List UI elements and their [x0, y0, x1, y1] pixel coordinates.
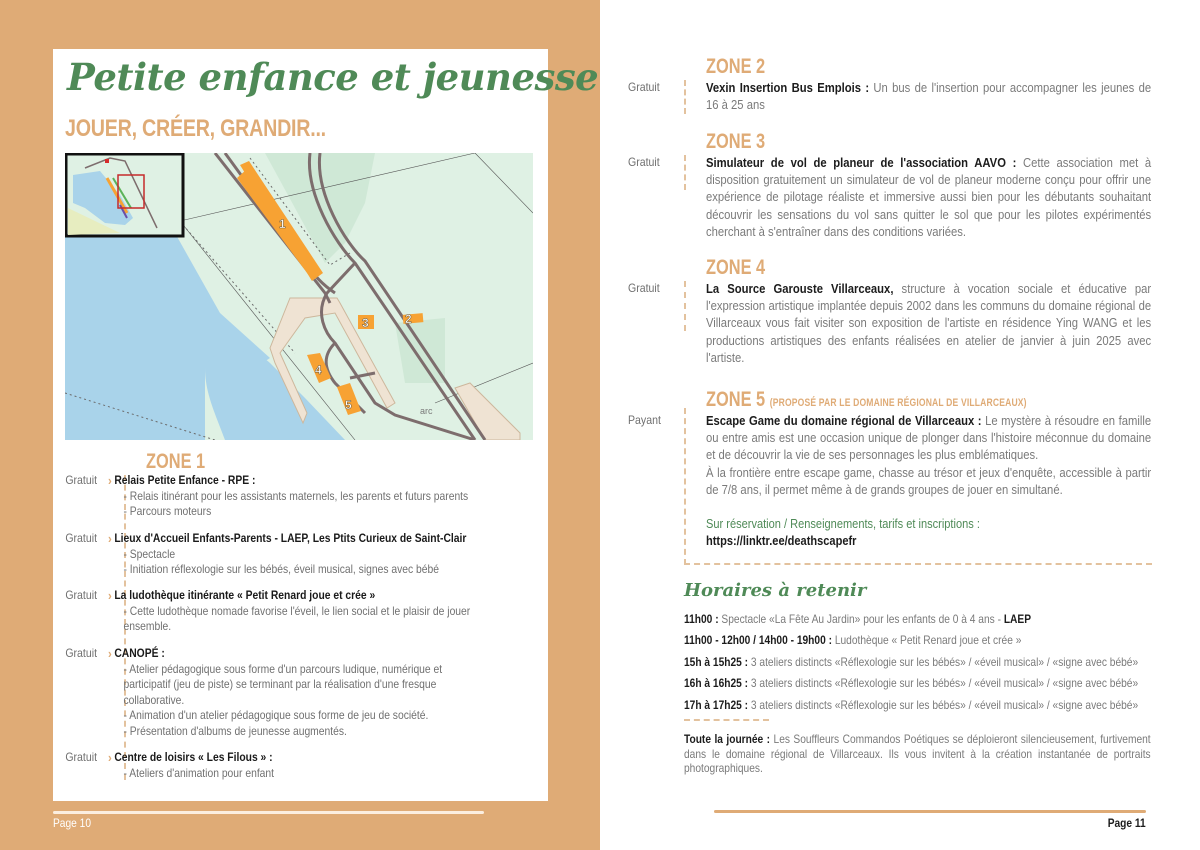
zone-2-title: ZONE 2: [706, 55, 766, 78]
zone-2-name: Vexin Insertion Bus Emplois :: [706, 80, 870, 95]
activity-detail: - Présentation d'albums de jeunesse augmentés.: [123, 723, 347, 738]
zone-4-description: [706, 280, 1151, 366]
activity-title: Relais Petite Enfance - RPE :: [114, 473, 256, 487]
page-title: Petite enfance et jeunesse: [67, 55, 599, 99]
zone-5-text-2: À la frontière entre escape game, chasse au trésor et jeux d'enquête, accessible à partir de 7/8 ans, il permet même à de grands groupes de jouer en simultané.: [706, 464, 1152, 497]
page-number: Page 11: [1108, 816, 1146, 830]
dashed-divider: [684, 281, 686, 331]
hours-time: 16h à 16h25 :: [684, 676, 749, 691]
left-page-card: [53, 49, 599, 801]
activity-detail: - Parcours moteurs: [123, 504, 212, 518]
overview-inset: [66, 154, 183, 236]
activity-price: Gratuit: [65, 473, 98, 487]
zone-3-text: Cette association met à disposition gratuitement un simulateur de vol de planeur moderne conçu pour offrir une expérience de pilotage réaliste et immersive aussi bien pour les débutants souhaitant découvrir les sensations du vol sans quitter le sol que pour les pilotes expérimentés cherchant à s'entraîner dans des conditions variées.: [706, 155, 1152, 239]
hours-row: [684, 609, 1109, 630]
footer-rule: [714, 810, 1146, 813]
page-number: Page 10: [53, 816, 92, 830]
zone-marker-1: 1: [279, 217, 286, 231]
hours-time: 11h00 :: [684, 612, 719, 626]
zone-5-text: Le mystère à résoudre en famille ou entre amis est une occasion unique de plonger dans l'histoire méconnue du domaine et de découvrir la vie de ses personnages les plus emblématiques.: [706, 413, 1152, 463]
activity-item: [53, 646, 548, 750]
zone-2-text: Un bus de l'insertion pour accompagner les jeunes de 16 à 25 ans: [706, 80, 1152, 113]
footer-rule: [53, 811, 484, 814]
chevron-right-icon: ›: [108, 531, 112, 546]
hours-row: [684, 695, 1139, 716]
zone-2-price: Gratuit: [628, 80, 660, 94]
activity-detail: - Cette ludothèque nomade favorise l'éveil, le lien social et le plaisir de jouer ensemble.: [123, 603, 471, 633]
page-subtitle: JOUER, CRÉER, GRANDIR...: [65, 115, 326, 142]
zone-4-name: La Source Garouste Villarceaux,: [706, 281, 894, 296]
hours-row: [684, 673, 1139, 694]
zone-4-price: Gratuit: [628, 281, 660, 295]
activity-detail: - Atelier pédagogique sous forme d'un parcours ludique, numérique et participatif (jeu de piste) se terminant par la réalisation d'une fresque collaborative.: [123, 661, 443, 707]
zone-marker-4: 4: [315, 363, 322, 377]
right-page: [600, 0, 1200, 850]
zone-marker-5: 5: [345, 398, 352, 412]
zone-marker-3: 3: [362, 316, 369, 330]
activity-detail: - Spectacle: [123, 546, 176, 561]
dashed-divider: [684, 80, 686, 114]
activity-price: Gratuit: [65, 531, 98, 545]
hours-time: 15h à 15h25 :: [684, 654, 749, 669]
zone-5-title-text: ZONE 5: [706, 388, 766, 411]
hours-row: [684, 652, 1139, 673]
all-day-label: Toute la journée :: [684, 732, 771, 746]
activity-price: Gratuit: [65, 750, 98, 764]
chevron-right-icon: ›: [108, 588, 112, 603]
zone-1-title: ZONE 1: [146, 450, 206, 473]
map-place-label: arc: [420, 406, 433, 416]
activity-title: Centre de loisirs « Les Filous » :: [114, 750, 273, 764]
reservation-label: Sur réservation / Renseignements, tarifs et inscriptions :: [706, 516, 980, 531]
reservation-link[interactable]: https://linktr.ee/deathscapefr: [706, 533, 857, 548]
hours-title: Horaires à retenir: [684, 580, 867, 601]
zone-5-price: Payant: [628, 413, 661, 427]
all-day-note: [684, 732, 1151, 776]
activity-item: [53, 750, 548, 784]
all-day-text: Les Souffleurs Commandos Poétiques se déploieront silencieusement, furtivement dans le domaine régional de Villarceaux. Ils vous invitent à la création instantanée de portraits photographiques.: [684, 732, 1151, 775]
activity-item: [53, 473, 548, 531]
activity-title: CANOPÉ :: [114, 646, 165, 660]
hours-time: 17h à 17h25 :: [684, 697, 749, 712]
hours-text: Ludothèque « Petit Renard joue et crée »: [831, 633, 1022, 648]
hours-text: 3 ateliers distincts «Réflexologie sur les bébés» / «éveil musical» / «signe avec bébé»: [748, 654, 1139, 669]
zone-4-title: ZONE 4: [706, 256, 766, 279]
activity-item: [53, 588, 548, 646]
zone-3-name: Simulateur de vol de planeur de l'association AAVO :: [706, 155, 1017, 170]
zone-3-title: ZONE 3: [706, 130, 766, 153]
zone-3-price: Gratuit: [628, 155, 660, 169]
hours-text: 3 ateliers distincts «Réflexologie sur les bébés» / «éveil musical» / «signe avec bébé»: [748, 676, 1139, 691]
zone-1-activities: [53, 473, 548, 784]
zone-3-description: [706, 154, 1151, 240]
activity-title: Lieux d'Accueil Enfants-Parents - LAEP, Les Ptits Curieux de Saint-Clair: [114, 531, 467, 545]
zone-2-description: [706, 79, 1151, 113]
activity-item: [53, 531, 548, 588]
hours-tail: LAEP: [1003, 612, 1032, 626]
activity-price: Gratuit: [65, 588, 98, 602]
activity-detail: - Animation d'un atelier pédagogique sous forme de jeu de société.: [123, 708, 429, 722]
dashed-divider: [684, 719, 769, 721]
activity-detail: - Initiation réflexologie sur les bébés, éveil musical, signes avec bébé: [123, 562, 439, 576]
dashed-divider: [684, 155, 686, 190]
zone-marker-2: 2: [405, 312, 412, 326]
hours-row: [684, 630, 1109, 651]
site-map-drawing: [65, 153, 533, 440]
chevron-right-icon: ›: [108, 473, 112, 488]
activity-detail: - Relais itinérant pour les assistants maternels, les parents et futurs parents: [123, 488, 469, 503]
zone-5-description: [706, 412, 1151, 498]
zone-5-title-note: (PROPOSÉ PAR LE DOMAINE RÉGIONAL DE VILLARCEAUX): [769, 397, 1027, 409]
activity-price: Gratuit: [65, 646, 98, 660]
hours-list: [684, 609, 1184, 716]
chevron-right-icon: ›: [108, 646, 112, 661]
zone-5-name: Escape Game du domaine régional de Villarceaux :: [706, 413, 982, 428]
hours-text: 3 ateliers distincts «Réflexologie sur les bébés» / «éveil musical» / «signe avec bébé»: [748, 697, 1139, 712]
hours-text: Spectacle «La Fête Au Jardin» pour les enfants de 0 à 4 ans -: [718, 612, 1004, 626]
site-map: [65, 153, 533, 440]
hours-time: 11h00 - 12h00 / 14h00 - 19h00 :: [684, 633, 832, 648]
activity-detail: - Ateliers d'animation pour enfant: [123, 765, 275, 780]
chevron-right-icon: ›: [108, 750, 112, 765]
zone-4-text: structure à vocation sociale et éducative par l'expression artistique implantée depuis 2002 dans les communs du domaine régional de Villarceaux vous fait visiter son exposition de l'artiste en résidence Ying WANG et les productions artistiques des enfants réalisées en atelier de janvier à juin 2025 avec l'artiste.: [706, 281, 1152, 365]
activity-title: La ludothèque itinérante « Petit Renard joue et crée »: [114, 588, 376, 602]
